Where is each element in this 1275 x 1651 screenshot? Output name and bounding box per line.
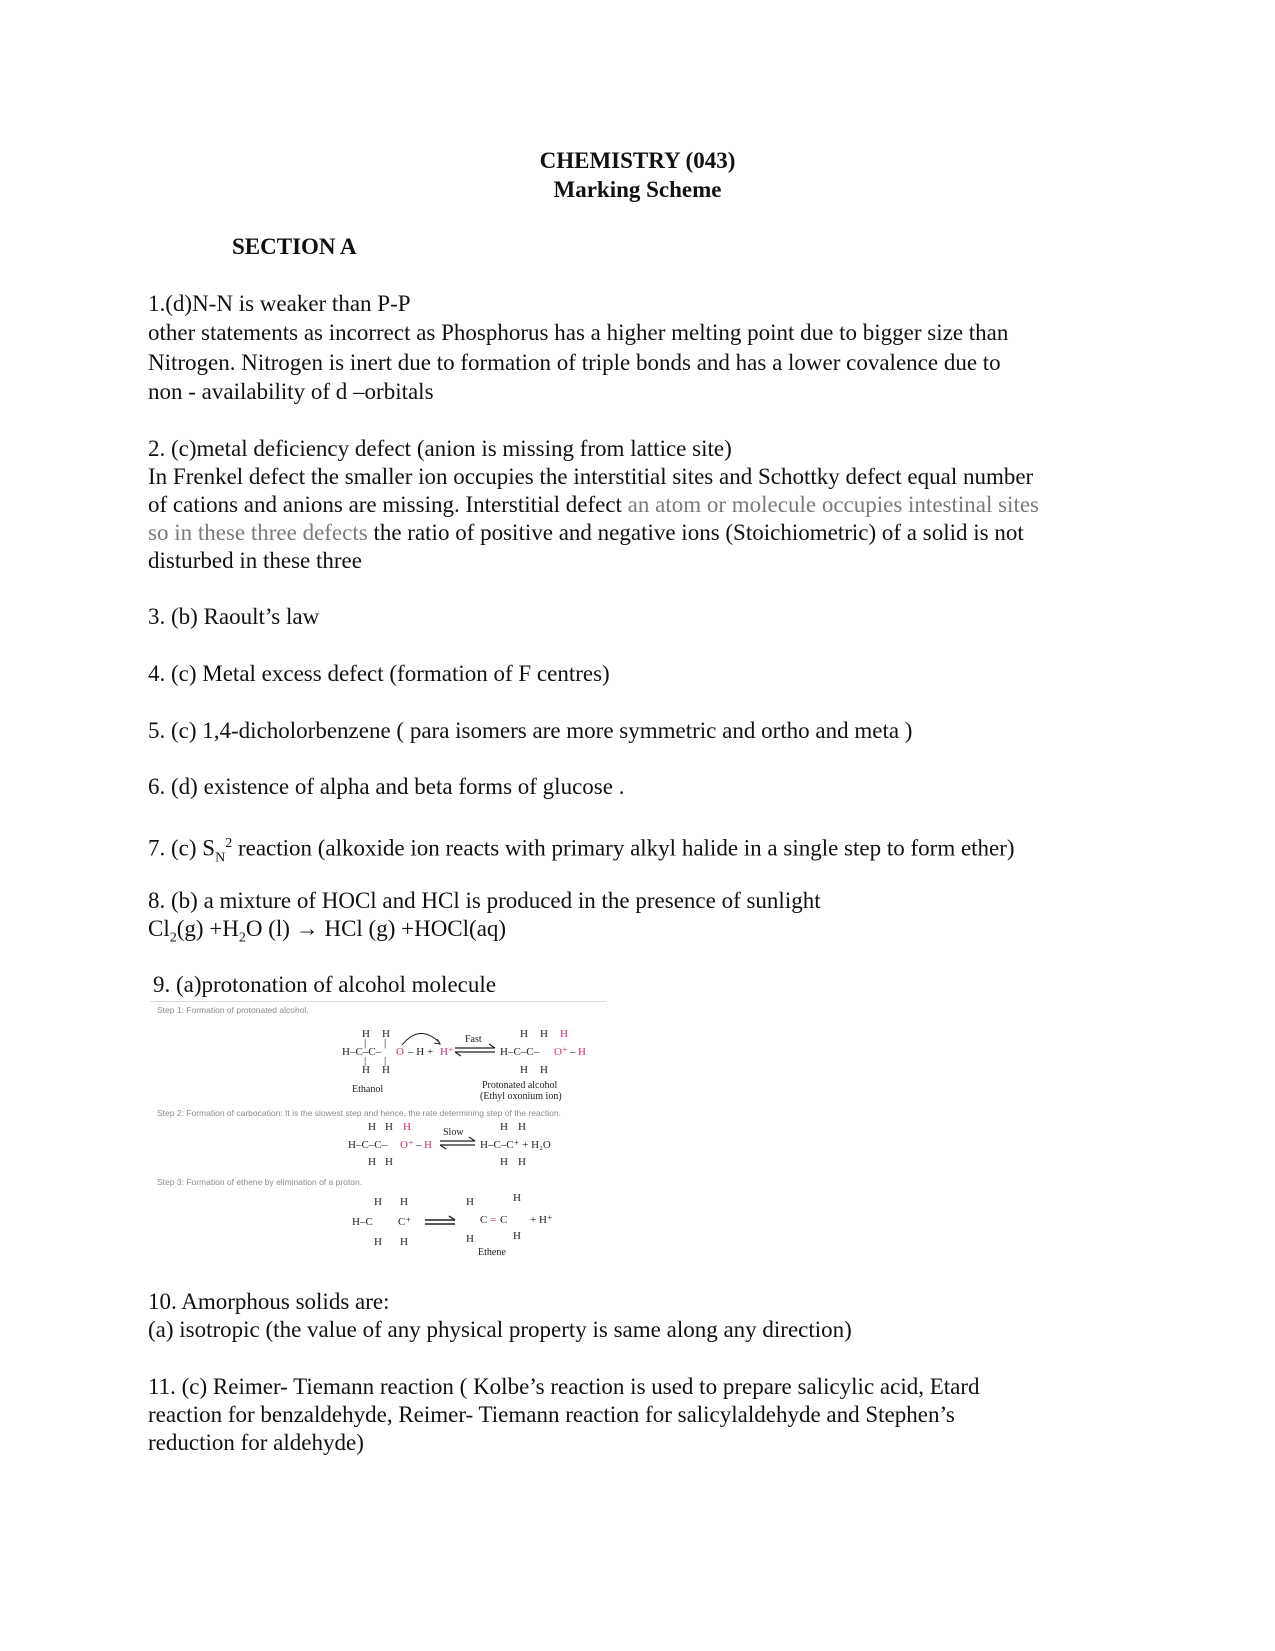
svg-text:H: H (578, 1046, 586, 1058)
svg-text:H: H (400, 1196, 408, 1208)
ethyl-oxonium-label: (Ethyl oxonium ion) (480, 1091, 562, 1102)
q7-rest: reaction (alkoxide ion reacts with primary alkyl halide in a single step to form ether) (232, 835, 1015, 861)
svg-text:H: H (424, 1139, 432, 1151)
svg-text:H–C: H–C (352, 1216, 373, 1228)
q10-answer: 10. Amorphous solids are: (148, 1289, 390, 1314)
q11-explanation-line2: reduction for aldehyde) (148, 1430, 364, 1455)
svg-text:–: – (570, 1046, 576, 1058)
svg-text:=: = (490, 1214, 497, 1226)
q2-line3-grey-text: so in these three defects (148, 520, 368, 545)
svg-text:–: – (416, 1139, 422, 1151)
svg-text:H: H (500, 1156, 508, 1168)
svg-text:H: H (540, 1028, 548, 1040)
svg-text:H–C–C–: H–C–C– (500, 1046, 540, 1058)
q7-answer (148, 829, 1015, 872)
q8-eq-part1: Cl (148, 916, 170, 941)
svg-text:H: H (518, 1156, 526, 1168)
svg-text:H: H (374, 1236, 382, 1248)
figure-top-rule (150, 1001, 606, 1002)
page-title: CHEMISTRY (043) (539, 148, 736, 173)
svg-text:H: H (382, 1064, 390, 1076)
q5-answer: 5. (c) 1,4-dicholorbenzene ( para isomers are more symmetric and ortho and meta ) (148, 718, 913, 743)
svg-text:H: H (520, 1064, 528, 1076)
svg-text:H: H (368, 1156, 376, 1168)
figure-step3-caption: Step 3: Formation of ethene by elimination of a proton. (157, 1177, 363, 1187)
equilibrium-arrow-slow (440, 1137, 475, 1149)
svg-text:H: H (466, 1196, 474, 1208)
svg-text:|: | (384, 1037, 387, 1049)
svg-text:O⁺: O⁺ (554, 1046, 568, 1058)
svg-text:+ H⁺: + H⁺ (530, 1214, 553, 1226)
dehydration-mechanism-figure (330, 1015, 630, 1265)
ethene-structure (466, 1192, 553, 1245)
svg-text:H: H (385, 1121, 393, 1133)
q8-eq-part3: O (l) → HCl (g) +HOCl(aq) (245, 916, 507, 941)
q2-answer: 2. (c)metal deficiency defect (anion is missing from lattice site) (148, 436, 732, 461)
q1-explanation-line3: non - availability of d –orbitals (148, 379, 434, 404)
q2-line2-grey-text: an atom or molecule occupies intestinal sites (627, 492, 1039, 517)
slow-label: Slow (443, 1127, 464, 1138)
svg-text:C: C (480, 1214, 488, 1226)
q8-eq-sub2: 2 (238, 930, 246, 946)
svg-text:H⁺: H⁺ (440, 1046, 454, 1058)
svg-text:H: H (382, 1028, 390, 1040)
protonated-alcohol-label: Protonated alcohol (482, 1080, 558, 1091)
q7-prefix: 7. (c) S (148, 835, 216, 861)
svg-text:H: H (400, 1236, 408, 1248)
protonated-alcohol-structure (500, 1028, 586, 1076)
q6-answer: 6. (d) existence of alpha and beta forms of glucose . (148, 774, 625, 799)
svg-text:H: H (385, 1156, 393, 1168)
svg-text:H: H (513, 1230, 521, 1242)
svg-text:H: H (362, 1028, 370, 1040)
svg-text:H: H (513, 1192, 521, 1204)
q1-explanation-line2: Nitrogen. Nitrogen is inert due to formation of triple bonds and has a lower covalence due to (148, 350, 1001, 375)
svg-text:|: | (364, 1055, 367, 1067)
svg-text:H: H (520, 1028, 528, 1040)
q2-explanation-line3 (148, 518, 1024, 547)
q1-explanation-line1: other statements as incorrect as Phosphorus has a higher melting point due to bigger size than (148, 320, 1009, 345)
q8-equation (148, 914, 506, 953)
figure-step1-caption: Step 1: Formation of protonated alcohol. (157, 1005, 309, 1015)
svg-text:H: H (500, 1121, 508, 1133)
q2-explanation-line4: disturbed in these three (148, 548, 362, 573)
svg-text:C⁺: C⁺ (398, 1216, 412, 1228)
q11-answer: 11. (c) Reimer- Tiemann reaction ( Kolbe’s reaction is used to prepare salicylic acid, Etard (148, 1374, 980, 1399)
svg-text:H: H (466, 1233, 474, 1245)
q8-eq-sub1: 2 (169, 930, 177, 946)
q7-superscript: 2 (225, 836, 233, 851)
svg-text:– H +: – H + (408, 1046, 434, 1058)
equilibrium-arrow-fast (455, 1044, 495, 1056)
q1-answer: 1.(d)N-N is weaker than P-P (148, 291, 411, 316)
q8-eq-part2: (g) +H (176, 916, 239, 941)
page-subtitle: Marking Scheme (553, 177, 722, 202)
svg-text:H–C–C⁺ + H₂O: H–C–C⁺ + H₂O (480, 1139, 551, 1151)
elimination-arrow (425, 1216, 455, 1224)
carbocation-structure-step3 (352, 1196, 411, 1248)
q8-answer: 8. (b) a mixture of HOCl and HCl is produced in the presence of sunlight (148, 888, 821, 913)
svg-text:H: H (403, 1121, 411, 1133)
section-heading: SECTION A (232, 234, 357, 259)
svg-text:H: H (368, 1121, 376, 1133)
q4-answer: 4. (c) Metal excess defect (formation of F centres) (148, 661, 610, 686)
carbocation-structure (480, 1121, 551, 1168)
ethene-label: Ethene (478, 1247, 506, 1258)
q10-explanation: (a) isotropic (the value of any physical property is same along any direction) (148, 1317, 852, 1342)
ethanol-structure (342, 1028, 454, 1076)
fast-label: Fast (465, 1034, 482, 1045)
svg-text:C: C (500, 1214, 508, 1226)
q3-answer: 3. (b) Raoult’s law (148, 604, 320, 629)
svg-text:H–C–C–: H–C–C– (342, 1046, 382, 1058)
figure-step2-caption: Step 2: Formation of carbocation: It is the slowest step and hence, the rate determining step of the reaction. (157, 1108, 561, 1118)
svg-text:H: H (362, 1064, 370, 1076)
svg-text:H: H (540, 1064, 548, 1076)
q2-line2-text: of cations and anions are missing. Interstitial defect (148, 492, 628, 517)
svg-text:|: | (364, 1037, 367, 1049)
q2-line3-text: the ratio of positive and negative ions (Stoichiometric) of a solid is not (367, 520, 1024, 545)
q9-answer: 9. (a)protonation of alcohol molecule (153, 972, 496, 997)
svg-text:H: H (374, 1196, 382, 1208)
q11-explanation-line1: reaction for benzaldehyde, Reimer- Tiemann reaction for salicylaldehyde and Stephen’s (148, 1402, 955, 1427)
q7-subscript: N (215, 850, 226, 866)
svg-text:O: O (396, 1046, 404, 1058)
q2-explanation-line1: In Frenkel defect the smaller ion occupies the interstitial sites and Schottky defect equal number (148, 464, 1034, 489)
svg-text:H: H (518, 1121, 526, 1133)
q2-explanation-line2 (148, 490, 1039, 519)
svg-text:H: H (560, 1028, 568, 1040)
svg-text:|: | (384, 1055, 387, 1067)
protonated-alcohol-structure-step2 (348, 1121, 432, 1168)
ethanol-label: Ethanol (352, 1084, 384, 1095)
svg-text:O⁺: O⁺ (400, 1139, 414, 1151)
svg-text:H–C–C–: H–C–C– (348, 1139, 388, 1151)
